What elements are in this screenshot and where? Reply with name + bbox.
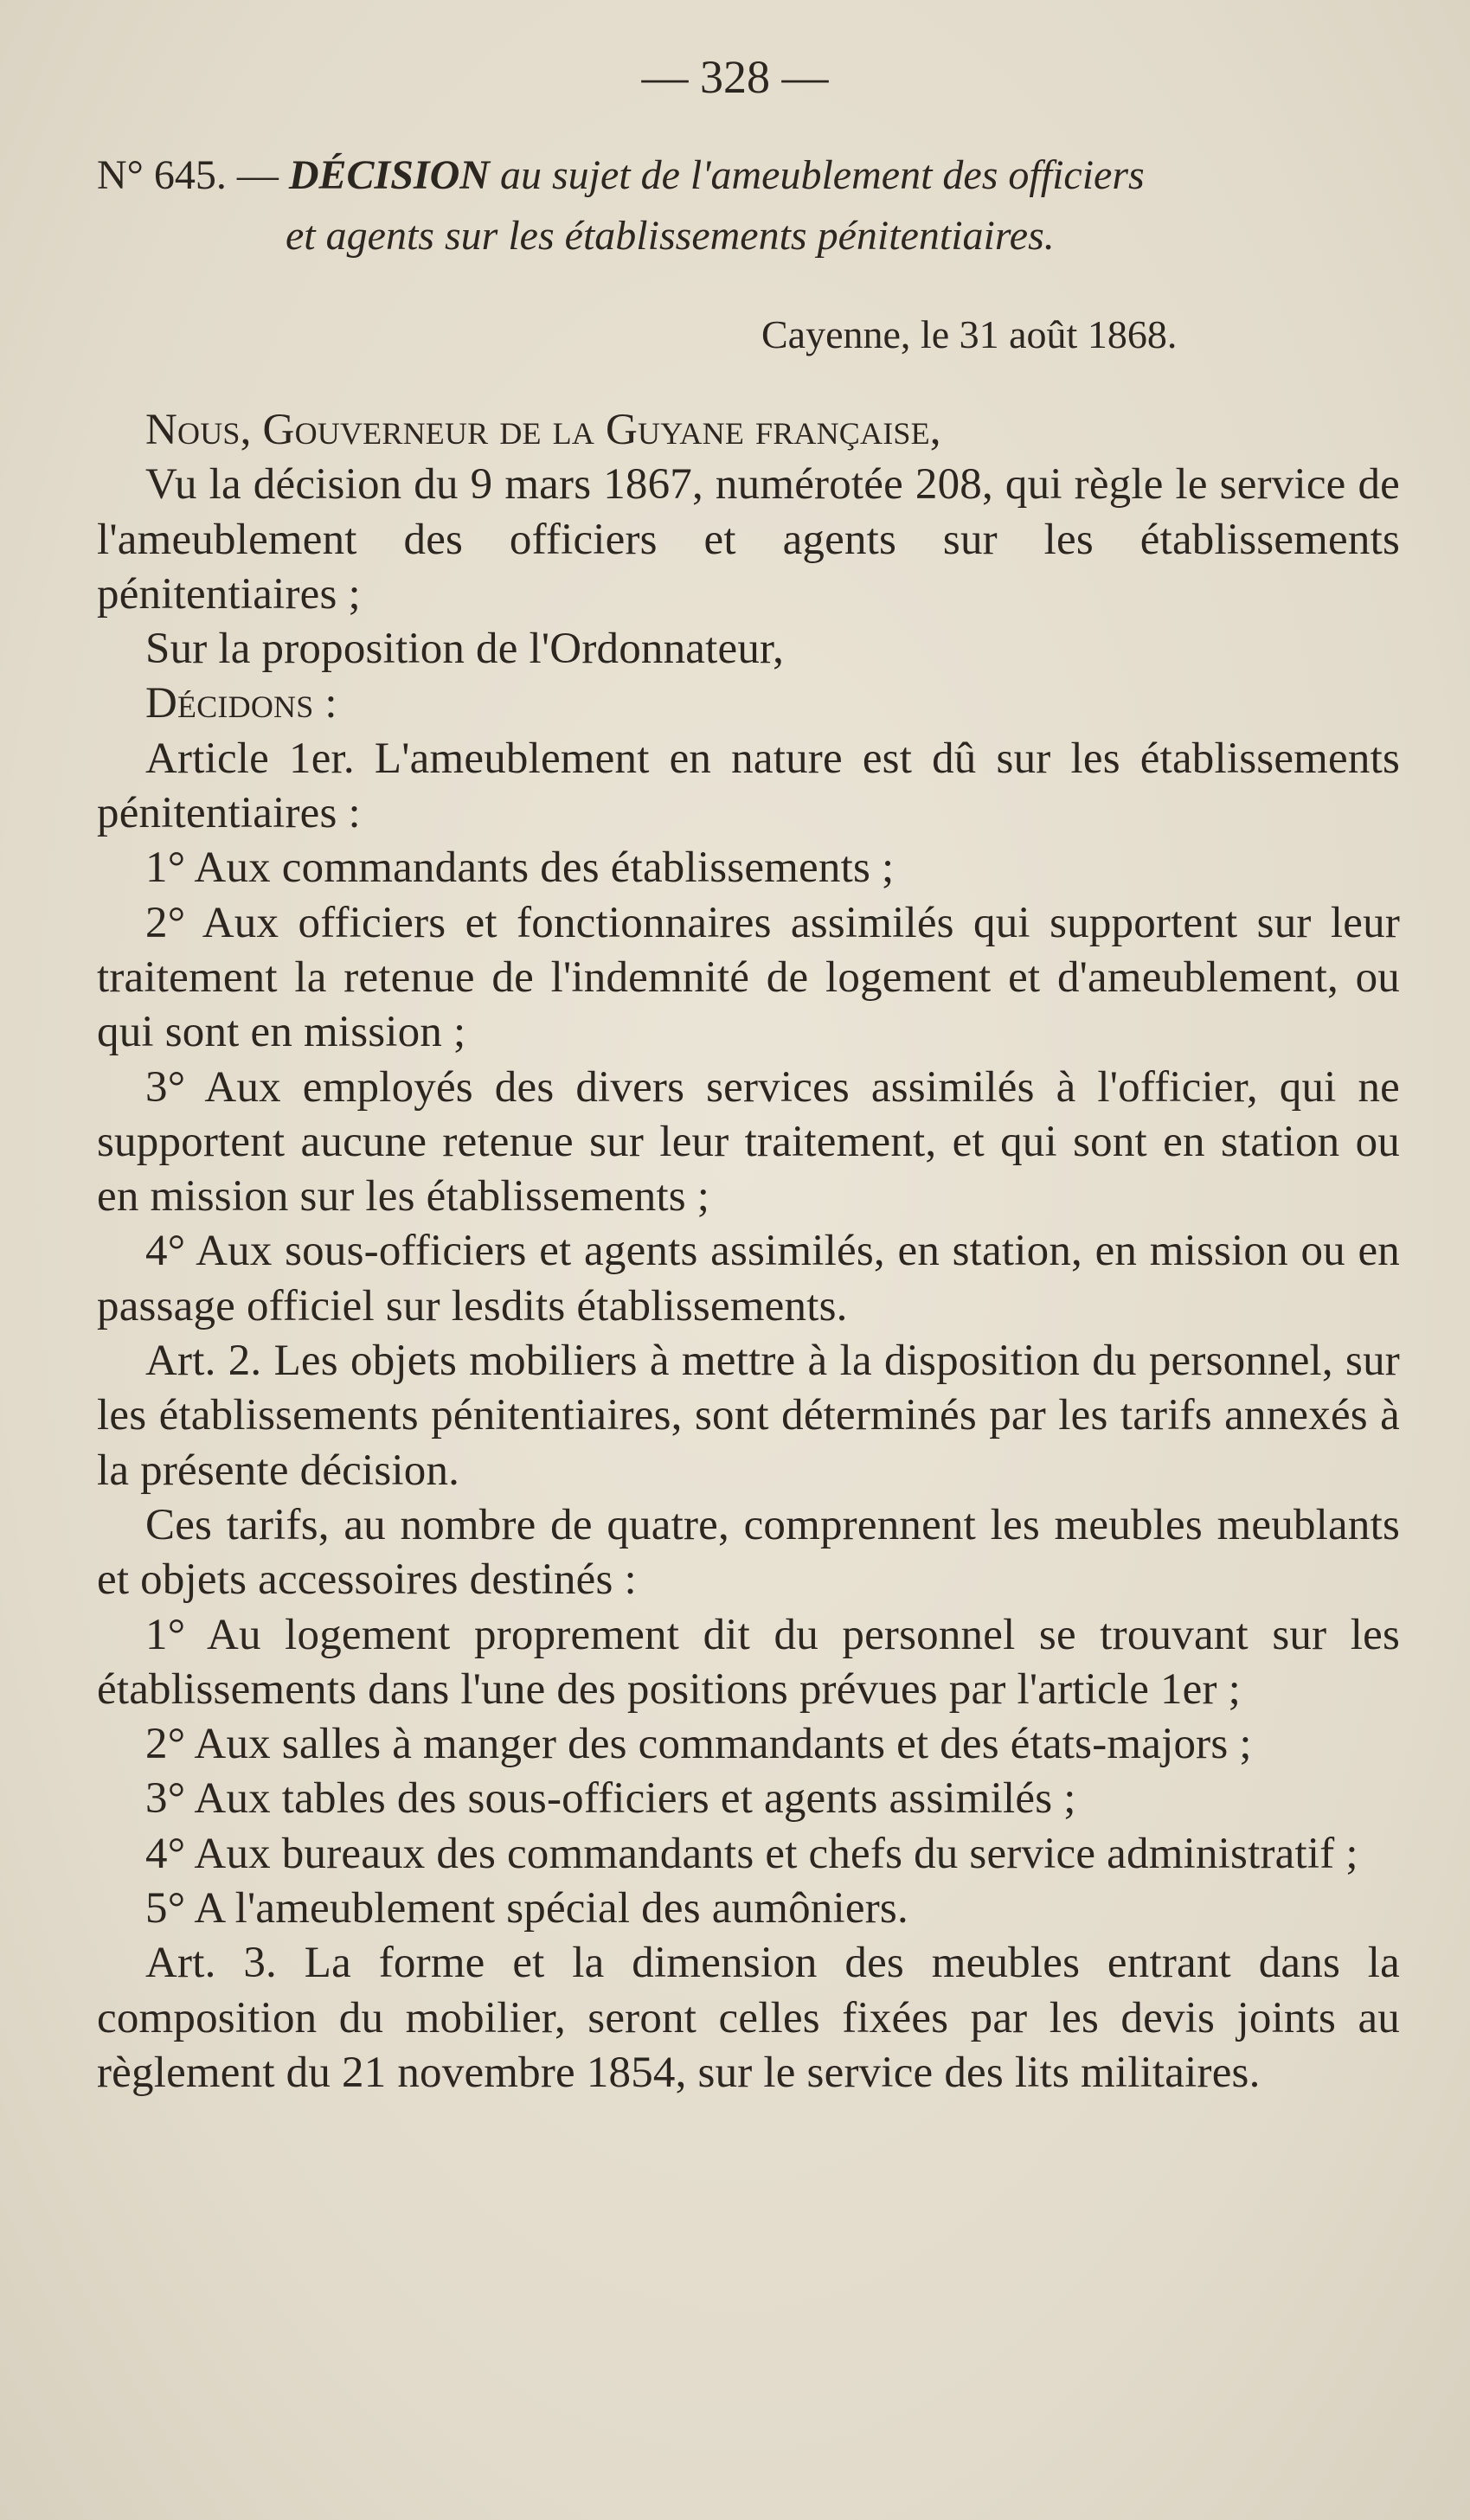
paragraph: Ces tarifs, au nombre de quatre, comprennent les meubles meublants et objets accessoires destinés : — [97, 1500, 1400, 1605]
decision-title: au sujet de l'ameublement des officiers — [489, 152, 1145, 198]
paragraph: 3° Aux tables des sous-officiers et agents assimilés ; — [145, 1774, 1076, 1824]
paragraph: Décidons : — [145, 679, 337, 728]
paragraph: 1° Au logement proprement dit du personnel se trouvant sur les établissements dans l'une des positions prévues par l'article 1er ; — [97, 1610, 1400, 1714]
paragraph: 2° Aux officiers et fonctionnaires assimilés qui supportent sur leur traitement la retenue de l'indemnité de logement et d'ameublement, ou qui sont en mission ; — [97, 898, 1400, 1057]
paragraph: Sur la proposition de l'Ordonnateur, — [145, 625, 785, 674]
decision-title-bold: DÉCISION — [288, 152, 490, 198]
paragraph: Art. 2. Les objets mobiliers à mettre à la disposition du personnel, sur les établissements pénitentiaires, sont déterminés par les tarifs annexés à la présente décision. — [97, 1337, 1400, 1495]
paragraph: 4° Aux sous-officiers et agents assimilés, en station, en mission ou en passage officiel sur lesdits établissements. — [97, 1227, 1400, 1331]
paragraph: Nous, Gouverneur de la Guyane française, — [145, 406, 941, 454]
paragraph: 3° Aux employés des divers services assimilés à l'officier, qui ne supportent aucune retenue sur leur traitement, et qui sont en station ou en mission sur les établissements ; — [97, 1062, 1400, 1222]
paragraph: 2° Aux salles à manger des commandants et des états-majors ; — [145, 1720, 1252, 1769]
paragraph: Art. 3. La forme et la dimension des meubles entrant dans la composition du mobilier, seront celles fixées par les devis joints au règlement du 21 novembre 1854, sur le service des lits militaires. — [97, 1939, 1400, 2097]
paragraph: 5° A l'ameublement spécial des aumôniers. — [145, 1884, 908, 1933]
paragraph: 1° Aux commandants des établissements ; — [145, 843, 895, 893]
paragraph: Vu la décision du 9 mars 1867, numérotée 208, qui règle le service de l'ameublement des officiers et agents sur les établissements pénitentiaires ; — [97, 460, 1400, 619]
paragraph: Article 1er. L'ameublement en nature est dû sur les établissements pénitentiaires : — [97, 734, 1400, 838]
paragraph: 4° Aux bureaux des commandants et chefs du service administratif ; — [145, 1829, 1358, 1878]
page-number: — 328 — — [641, 51, 829, 103]
decision-number: N° 645. — — [97, 152, 279, 198]
document-heading — [97, 145, 1400, 266]
document-body — [97, 403, 1400, 2100]
decision-title-line2: et agents sur les établissements pénitentiaires. — [286, 213, 1055, 259]
dateline: Cayenne, le 31 août 1868. — [761, 312, 1178, 356]
